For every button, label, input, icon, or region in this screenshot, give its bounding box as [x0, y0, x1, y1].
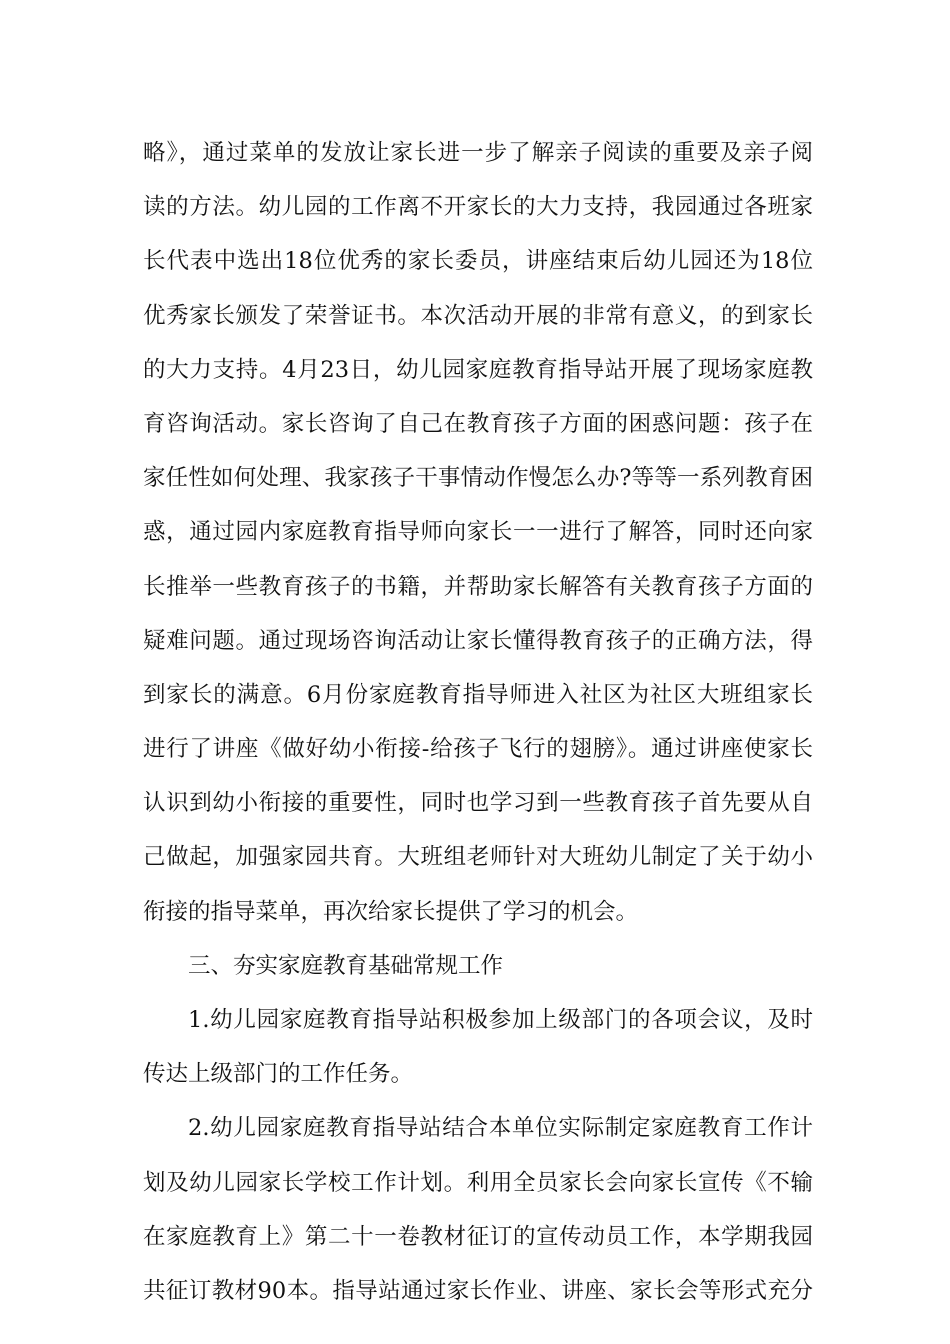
text-line: 共征订教材90本。指导站通过家长作业、讲座、家长会等形式充分: [143, 1277, 813, 1304]
text-line: 长推举一些教育孩子的书籍，并帮助家长解答有关教育孩子方面的: [143, 573, 813, 600]
text-line: 家任性如何处理、我家孩子干事情动作慢怎么办?等等一系列教育困: [143, 465, 813, 492]
text-line: 三、夯实家庭教育基础常规工作: [188, 952, 504, 979]
text-line: 2.幼儿园家庭教育指导站结合本单位实际制定家庭教育工作计: [188, 1115, 813, 1142]
text-line: 疑难问题。通过现场咨询活动让家长懂得教育孩子的正确方法，得: [143, 627, 813, 654]
text-line: 长代表中选出18位优秀的家长委员，讲座结束后幼儿园还为18位: [143, 248, 813, 275]
text-line: 略》，通过菜单的发放让家长进一步了解亲子阅读的重要及亲子阅: [143, 140, 813, 166]
body-text: [143, 126, 813, 1318]
text-line: 到家长的满意。6月份家庭教育指导师进入社区为社区大班组家长: [143, 681, 813, 708]
text-line: 育咨询活动。家长咨询了自己在教育孩子方面的困惑问题：孩子在: [143, 410, 813, 437]
text-line: 在家庭教育上》第二十一卷教材征订的宣传动员工作，本学期我园: [143, 1223, 813, 1250]
text-line: 传达上级部门的工作任务。: [143, 1061, 414, 1088]
text-line: 进行了讲座《做好幼小衔接-给孩子飞行的翅膀》。通过讲座使家长: [143, 736, 813, 763]
text-line: 划及幼儿园家长学校工作计划。利用全员家长会向家长宣传《不输: [143, 1169, 813, 1196]
text-line: 1.幼儿园家庭教育指导站积极参加上级部门的各项会议，及时: [188, 1007, 813, 1033]
text-line: 己做起，加强家园共育。大班组老师针对大班幼儿制定了关于幼小: [143, 844, 813, 871]
text-line: 读的方法。幼儿园的工作离不开家长的大力支持，我园通过各班家: [143, 194, 813, 221]
text-line: 优秀家长颁发了荣誉证书。本次活动开展的非常有意义，的到家长: [143, 302, 813, 329]
text-line: 惑，通过园内家庭教育指导师向家长一一进行了解答，同时还向家: [143, 519, 813, 546]
text-line: 的大力支持。4月23日，幼儿园家庭教育指导站开展了现场家庭教: [143, 356, 813, 383]
text-line: 衔接的指导菜单，再次给家长提供了学习的机会。: [143, 898, 639, 925]
text-line: 认识到幼小衔接的重要性，同时也学习到一些教育孩子首先要从自: [143, 790, 813, 817]
